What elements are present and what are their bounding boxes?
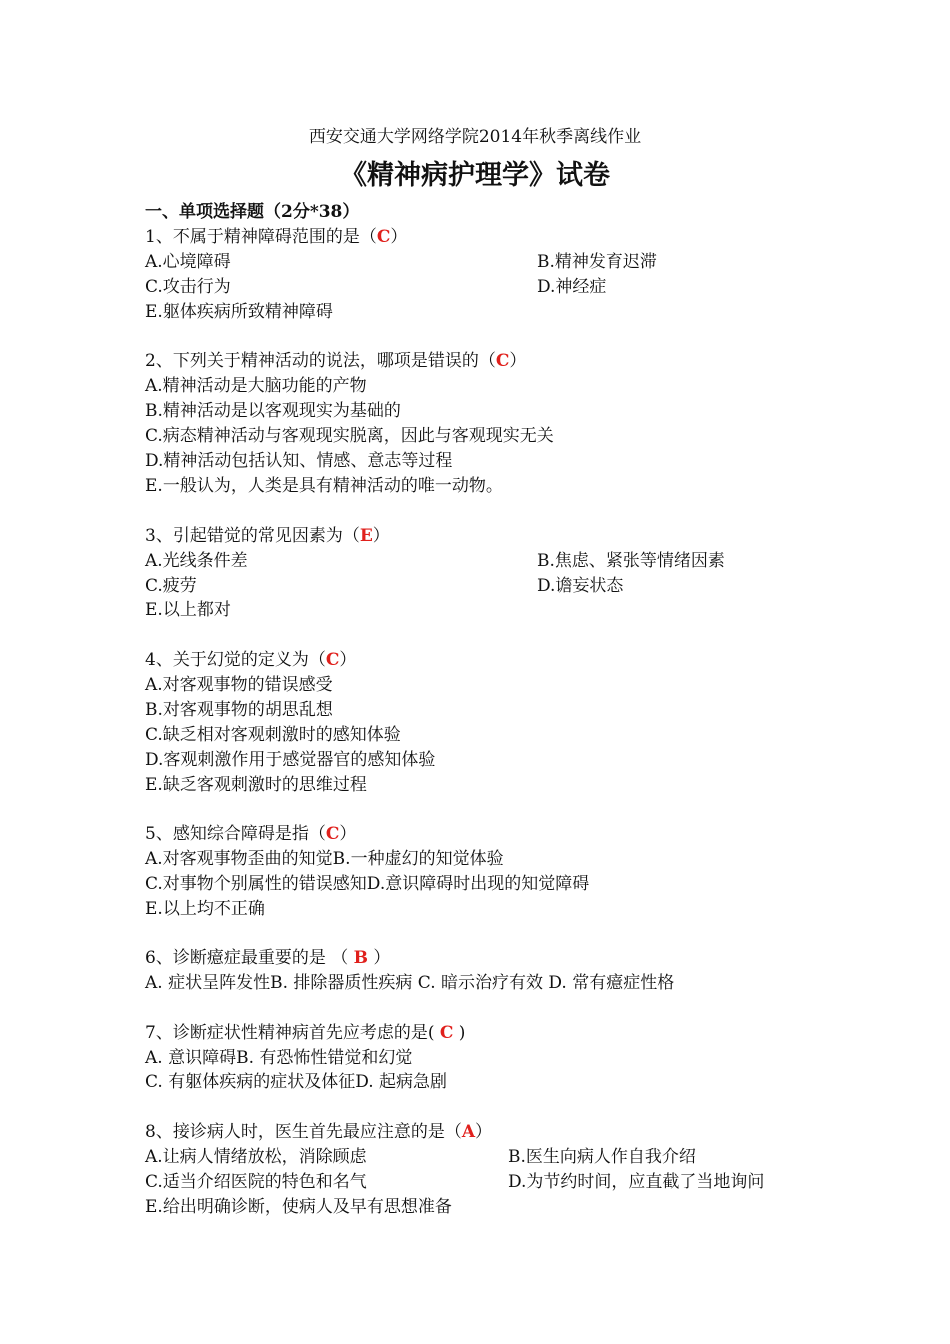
option: D.精神活动包括认知、情感、意志等过程 [145,451,453,471]
exam-title: 《精神病护理学》试卷 [340,160,610,191]
option: C. 有躯体疾病的症状及体征D. 起病急剧 [145,1072,448,1092]
answer-mark: C [439,1023,454,1043]
option: D.神经症 [537,277,607,297]
option: E.以上都对 [145,600,231,620]
answer-mark: C [325,650,340,670]
option: C.攻击行为 [145,277,231,297]
question-5-stem: 5、感知综合障碍是指（C） [145,824,357,844]
option: C.缺乏相对客观刺激时的感知体验 [145,725,401,745]
question-4-stem: 4、关于幻觉的定义为（C） [145,650,357,670]
section-title: 一、单项选择题（2分*38） [145,202,360,222]
option: D.谵妄状态 [537,576,624,596]
option: C.适当介绍医院的特色和名气 [145,1172,367,1192]
option: C.病态精神活动与客观现实脱离，因此与客观现实无关 [145,426,554,446]
option: A.让病人情绪放松，消除顾虑 [145,1147,367,1167]
option: D.客观刺激作用于感觉器官的感知体验 [145,750,436,770]
option: C.对事物个别属性的错误感知D.意识障碍时出现的知觉障碍 [145,874,590,894]
option: B.医生向病人作自我介绍 [508,1147,696,1167]
option: E.躯体疾病所致精神障碍 [145,302,333,322]
option: A.心境障碍 [145,252,231,272]
option: A.精神活动是大脑功能的产物 [145,376,367,396]
option: C.疲劳 [145,576,197,596]
answer-mark: C [376,227,391,247]
option: E.一般认为，人类是具有精神活动的唯一动物。 [145,476,503,496]
option: B.焦虑、紧张等情绪因素 [537,551,725,571]
answer-mark: E [359,526,373,546]
option: B.精神活动是以客观现实为基础的 [145,401,401,421]
option: A. 意识障碍B. 有恐怖性错觉和幻觉 [145,1048,413,1068]
option: A. 症状呈阵发性B. 排除器质性疾病 C. 暗示治疗有效 D. 常有癔症性格 [145,973,675,993]
option: B.对客观事物的胡思乱想 [145,700,333,720]
option: B.精神发育迟滞 [537,252,657,272]
header-line: 西安交通大学网络学院2014年秋季离线作业 [308,127,642,147]
option: A.对客观事物歪曲的知觉B.一种虚幻的知觉体验 [145,849,504,869]
question-2-stem: 2、下列关于精神活动的说法，哪项是错误的（C） [145,351,527,371]
question-8-stem: 8、接诊病人时，医生首先最应注意的是（A） [145,1122,493,1142]
question-6-stem: 6、诊断癔症最重要的是 （ B ） [145,948,391,968]
option: D.为节约时间，应直截了当地询问 [508,1172,765,1192]
answer-mark: B [353,948,368,968]
question-3-stem: 3、引起错觉的常见因素为（E） [145,526,390,546]
question-1-stem: 1、不属于精神障碍范围的是（C） [145,227,408,247]
answer-mark: C [495,351,510,371]
option: E.以上均不正确 [145,899,265,919]
option: E.给出明确诊断，使病人及早有思想准备 [145,1197,452,1217]
option: A.对客观事物的错误感受 [145,675,333,695]
answer-mark: C [325,824,340,844]
question-7-stem: 7、诊断症状性精神病首先应考虑的是( C ) [145,1023,466,1043]
option: A.光线条件差 [145,551,248,571]
option: E.缺乏客观刺激时的思维过程 [145,775,367,795]
answer-mark: A [461,1122,476,1142]
